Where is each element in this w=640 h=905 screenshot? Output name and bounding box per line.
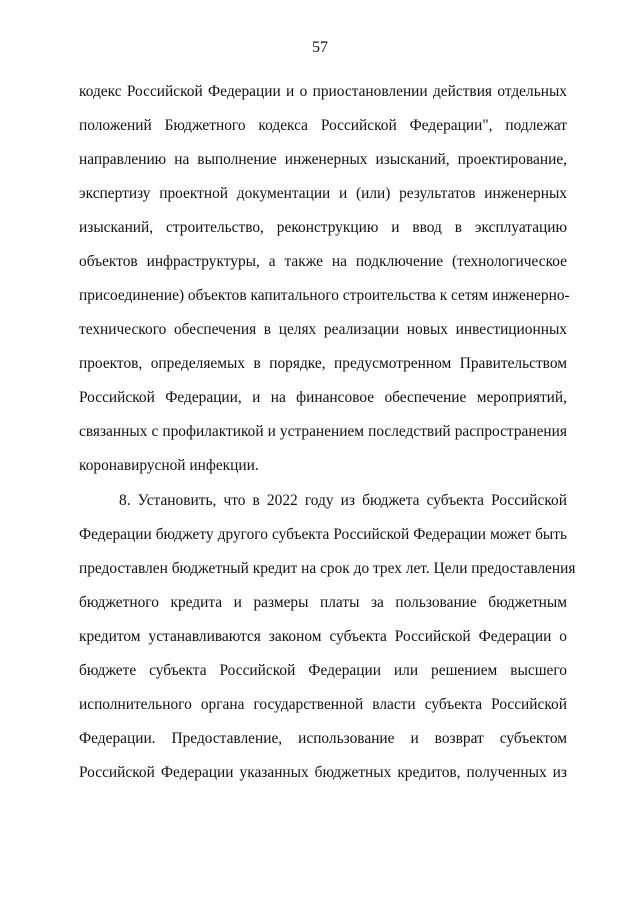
text-line: присоединение) объектов капитального строительства к сетям инженерно- — [79, 287, 570, 304]
text-line: предоставлен бюджетный кредит на срок до трех лет. Цели предоставления — [79, 560, 576, 577]
text-line: коронавирусной инфекции. — [79, 457, 259, 474]
text-line: кредитом устанавливаются законом субъекта Российской Федерации о — [79, 628, 567, 645]
text-line: 8. Установить, что в 2022 году из бюджета субъекта Российской — [119, 492, 567, 509]
text-line: объектов инфраструктуры, а также на подключение (технологическое — [79, 253, 567, 270]
text-line: направлению на выполнение инженерных изысканий, проектирование, — [79, 151, 567, 168]
text-line: Российской Федерации указанных бюджетных кредитов, полученных из — [79, 764, 567, 781]
text-line: исполнительного органа государственной власти субъекта Российской — [79, 696, 567, 713]
page-number: 57 — [312, 39, 328, 56]
paragraph-item-8 — [79, 484, 576, 790]
text-line: экспертизу проектной документации и (или) результатов инженерных — [79, 185, 567, 202]
text-line: изысканий, строительство, реконструкцию и ввод в эксплуатацию — [79, 219, 567, 236]
text-line: положений Бюджетного кодекса Российской Федерации", подлежат — [79, 117, 567, 134]
text-line: связанных с профилактикой и устранением последствий распространения — [79, 423, 567, 440]
text-line: Федерации. Предоставление, использование и возврат субъектом — [79, 730, 567, 747]
text-line: кодекс Российской Федерации и о приостановлении действия отдельных — [79, 83, 567, 100]
text-line: Федерации бюджету другого субъекта Российской Федерации может быть — [79, 526, 567, 543]
text-line: технического обеспечения в целях реализации новых инвестиционных — [79, 321, 567, 338]
text-line: Российской Федерации, и на финансовое обеспечение мероприятий, — [79, 389, 567, 406]
text-line: проектов, определяемых в порядке, предусмотренном Правительством — [79, 355, 567, 372]
text-line: бюджете субъекта Российской Федерации или решением высшего — [79, 662, 567, 679]
paragraph-continuation — [79, 75, 570, 483]
text-line: бюджетного кредита и размеры платы за пользование бюджетным — [79, 594, 567, 611]
